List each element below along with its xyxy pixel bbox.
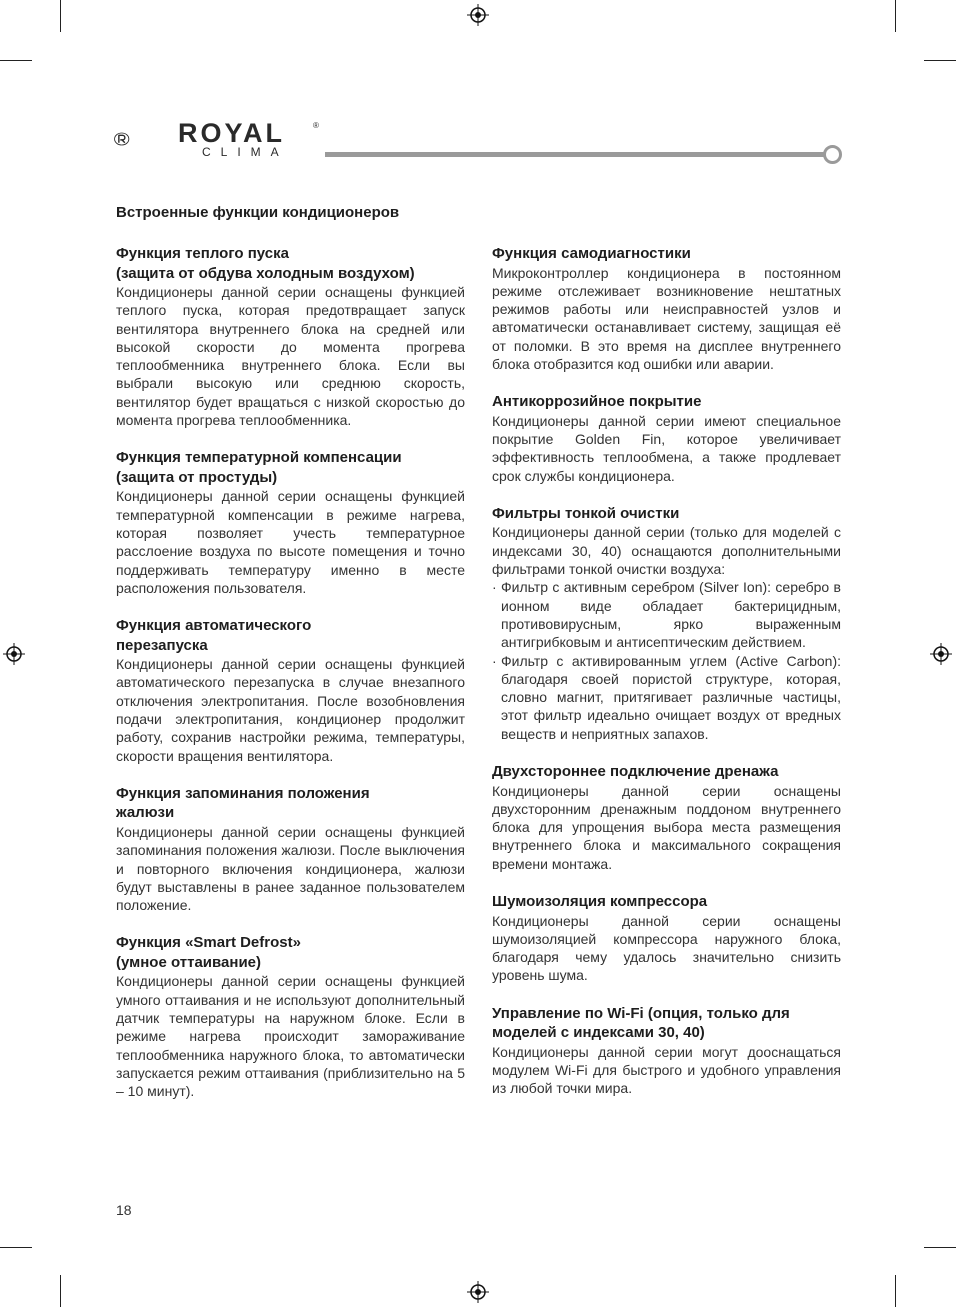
crop-mark	[895, 0, 896, 32]
section-title: Функция «Smart Defrost» (умное оттаивание)	[116, 934, 301, 971]
section-self-diagnostics	[492, 244, 841, 373]
section-anticorrosion	[492, 392, 841, 485]
page-number: 18	[116, 1202, 132, 1218]
brand-subname: CLIMA	[202, 145, 289, 159]
section-text: Кондиционеры данной серии оснащены функцией температурной компенсации в режиме нагрева, которая позволяет учесть температурное расслоение воздуха по высоте помещения и точно поддерживать температуру именно в месте расположения пользователя.	[116, 488, 465, 596]
list-item: · Фильтр с активированным углем (Active Carbon): благодаря своей пористой структуре, которая, словно магнит, притягивает различные частицы, этот фильтр идеально очищает воздух от вредных веществ и неприятных запахов.	[492, 652, 841, 743]
section-warm-start	[116, 244, 465, 429]
section-fine-filters	[492, 504, 841, 743]
section-text: Кондиционеры данной серии могут дооснащаться модулем Wi-Fi для быстрого и удобного управления из любой точки мира.	[492, 1043, 841, 1097]
header-rule-end-icon	[823, 145, 842, 164]
royal-clima-logo-icon	[114, 114, 174, 164]
section-louver-memory	[116, 784, 465, 914]
section-temperature-compensation	[116, 448, 465, 597]
section-drain	[492, 762, 841, 873]
section-title: Функция автоматического перезапуска	[116, 617, 312, 654]
crop-mark	[895, 1275, 896, 1307]
crop-mark	[924, 60, 956, 61]
section-title: Функция запоминания положения жалюзи	[116, 784, 370, 822]
section-title: Функция самодиагностики	[492, 245, 691, 262]
page-title: Встроенные функции кондиционеров	[116, 204, 400, 221]
section-text: Кондиционеры данной серии оснащены функцией умного оттаивания и не используют дополнительный датчик температуры на наружном блоке. Если в режиме нагрева происходит замораживание теплообменника наружного блока, то автоматически запускается режим оттаивания (приблизительно на 5 – 10 минут).	[116, 973, 465, 1100]
section-smart-defrost	[116, 933, 465, 1100]
section-text: Кондиционеры данной серии оснащены функцией запоминания положения жалюзи. После выключения и повторного включения кондиционера, жалюзи будут выставлены в ранее заданное пользователем положение.	[116, 823, 465, 914]
section-wifi	[492, 1004, 841, 1098]
header-rule	[325, 152, 825, 157]
section-text: Микроконтроллер кондиционера в постоянном режиме отслеживает возникновение нештатных режимов работы или неисправностей узлов и автоматически останавливает систему, защищая её от поломки. В это время на дисплее внутреннего блока отобразится код ошибки или аварии.	[492, 264, 841, 372]
section-text: Кондиционеры данной серии оснащены двухсторонним дренажным поддоном внутреннего блока для упрощения выбора места размещения внутреннего блока и максимального сокращения времени монтажа.	[492, 782, 841, 872]
crop-mark	[0, 60, 32, 61]
section-text: Кондиционеры данной серии оснащены функцией автоматического перезапуска в случае внезапного отключения электропитания. После возобновления подачи электропитания, кондиционер продолжит работу, сохранив настройки режима, температуры, скорости вращения вентилятора.	[116, 656, 465, 764]
crop-mark	[924, 1247, 956, 1248]
registration-mark-icon	[3, 643, 25, 665]
section-text: Кондиционеры данной серии имеют специальное покрытие Golden Fin, которое увеличивает эффективность теплообмена, а также продлевает срок службы кондиционера.	[492, 412, 841, 484]
section-title: Шумоизоляция компрессора	[492, 893, 708, 911]
section-text: Кондиционеры данной серии оснащены функцией теплого пуска, которая предотвращает запуск вентилятора внутреннего блока на средней или высокой скорости до момента прогрева теплообменника внутреннего блока. Если вы выбрали высокую или среднюю скорость, вентилятор будет вращаться с низкой скоростью до момента прогрева теплообменника.	[116, 284, 465, 429]
registration-mark-icon	[467, 1281, 489, 1303]
section-title: Функция температурной компенсации (защита от простуды)	[116, 449, 402, 486]
section-text: Кондиционеры данной серии (только для моделей с индексами 30, 40) оснащаются дополнительными фильтрами тонкой очистки воздуха:	[492, 524, 841, 578]
section-title: Фильтры тонкой очистки	[492, 504, 680, 522]
filter-list	[492, 578, 841, 743]
crop-mark	[60, 0, 61, 32]
registration-mark-icon	[467, 4, 489, 26]
brand-name: ROYAL	[178, 118, 286, 148]
left-column	[116, 244, 465, 1120]
list-item: · Фильтр с активным серебром (Silver Ion): серебро в ионном виде обладает бактерицидным, противовирусным, ярко выраженным антигрибковым и антисептическим действием.	[492, 578, 841, 651]
section-title: Функция теплого пуска (защита от обдува холодным воздухом)	[116, 245, 415, 282]
section-auto-restart	[116, 616, 465, 765]
registered-mark: ®	[313, 121, 319, 130]
crop-mark	[60, 1275, 61, 1307]
section-compressor-noise	[492, 892, 841, 985]
section-title: Двухстороннее подключение дренажа	[492, 763, 779, 781]
section-title: Антикоррозийное покрытие	[492, 393, 702, 411]
crop-mark	[0, 1247, 32, 1248]
registration-mark-icon	[930, 643, 952, 665]
section-text: Кондиционеры данной серии оснащены шумоизоляцией компрессора наружного блока, благодаря чему удалось значительно снизить уровень шума.	[492, 912, 841, 984]
section-title: Управление по Wi-Fi (опция, только для моделей с индексами 30, 40)	[492, 1004, 790, 1042]
right-column	[492, 244, 841, 1117]
